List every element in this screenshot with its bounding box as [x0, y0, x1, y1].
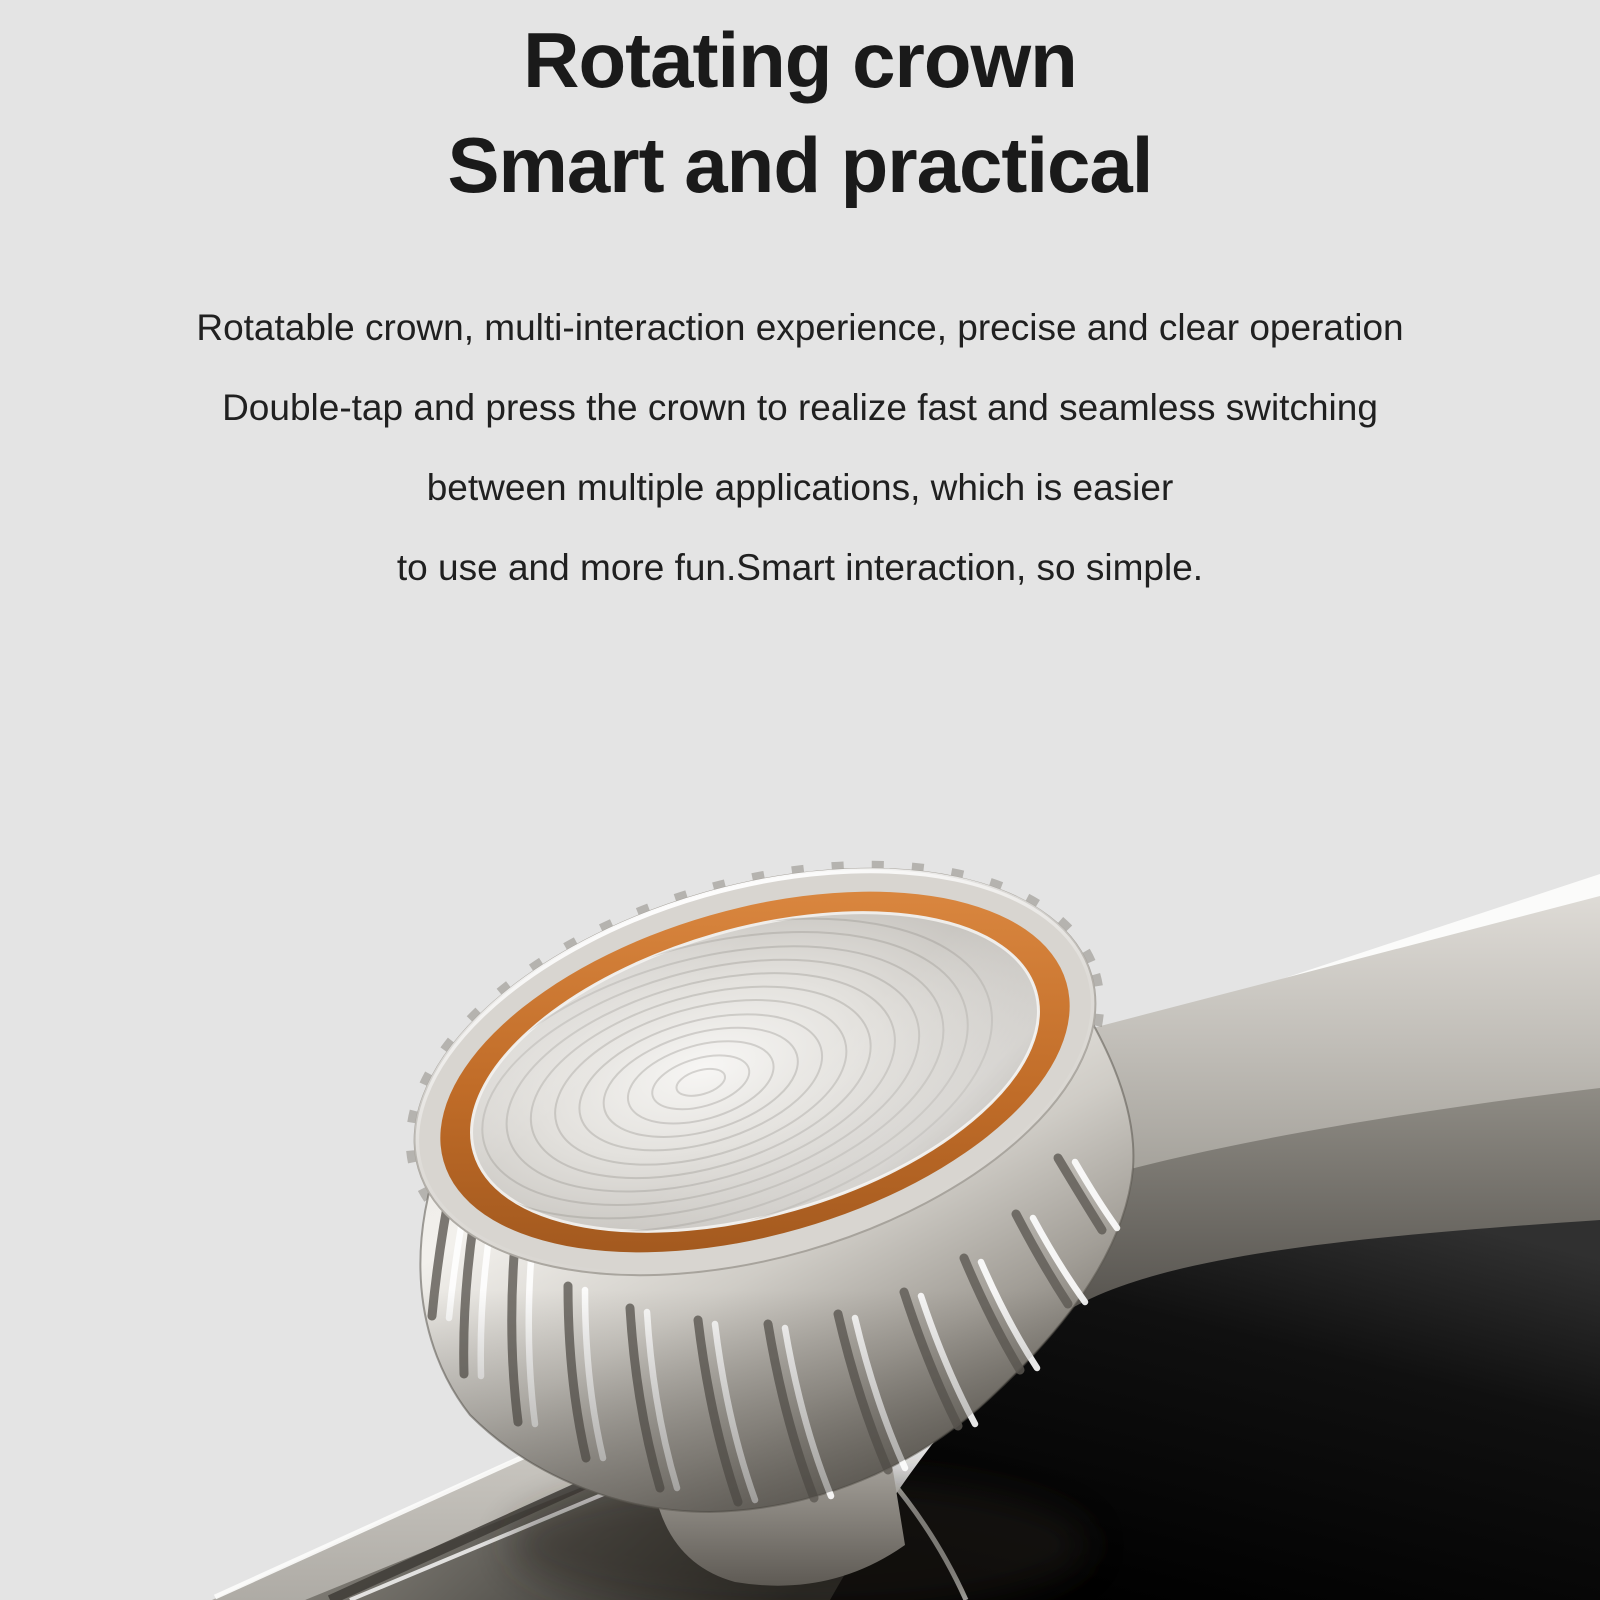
body-line-4: to use and more fun.Smart interaction, so simple.	[396, 547, 1204, 588]
body-line-3: between multiple applications, which is easier	[426, 467, 1174, 508]
body-line-2: Double-tap and press the crown to realize fast and seamless switching	[222, 387, 1378, 428]
title-line-1: Rotating crown	[523, 16, 1077, 104]
title-line-2: Smart and practical	[447, 121, 1153, 209]
body-line-1: Rotatable crown, multi-interaction experience, precise and clear operation	[196, 307, 1404, 348]
